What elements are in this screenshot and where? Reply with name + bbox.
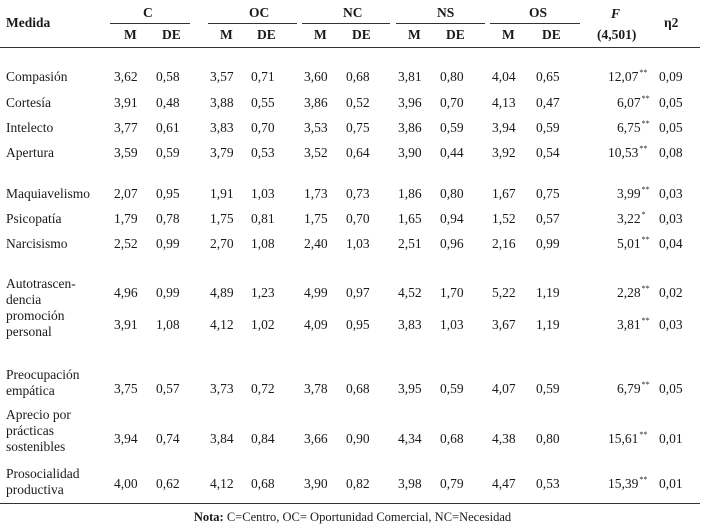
cell-sd: 1,02	[251, 317, 275, 332]
cell-sd: 0,59	[536, 120, 560, 135]
row-label: dencia	[6, 292, 42, 307]
cell-sd: 1,08	[251, 236, 275, 251]
cell-sd: 1,03	[346, 236, 370, 251]
cell-mean: 3,84	[210, 431, 234, 446]
cell-mean: 3,73	[210, 381, 234, 396]
cell-mean: 4,13	[492, 95, 516, 110]
cell-mean: 3,77	[114, 120, 138, 135]
cell-mean: 3,78	[304, 381, 328, 396]
cell-f	[617, 95, 650, 111]
cell-sd: 0,52	[346, 95, 370, 110]
row-label: Apertura	[6, 145, 54, 160]
group-underline	[396, 23, 485, 24]
significance-marker: **	[641, 283, 650, 293]
cell-mean: 3,88	[210, 95, 234, 110]
significance-marker: **	[641, 379, 650, 389]
cell-mean: 3,52	[304, 145, 328, 160]
cell-mean: 1,91	[210, 186, 234, 201]
cell-sd: 1,03	[251, 186, 275, 201]
cell-f	[617, 285, 650, 301]
cell-mean: 1,86	[398, 186, 422, 201]
row-label: Compasión	[6, 69, 68, 84]
cell-sd: 1,08	[156, 317, 180, 332]
cell-mean: 3,94	[114, 431, 138, 446]
group-header-nc: NC	[343, 5, 363, 20]
cell-eta: 0,03	[659, 186, 683, 201]
row-label: sostenibles	[6, 439, 66, 454]
significance-marker: **	[639, 474, 648, 484]
cell-mean: 2,70	[210, 236, 234, 251]
cell-mean: 3,79	[210, 145, 234, 160]
cell-mean: 3,96	[398, 95, 422, 110]
cell-sd: 0,68	[346, 69, 370, 84]
significance-marker: **	[641, 184, 650, 194]
cell-sd: 0,79	[440, 476, 464, 491]
cell-sd: 0,68	[251, 476, 275, 491]
cell-sd: 0,75	[536, 186, 560, 201]
cell-mean: 1,75	[210, 211, 234, 226]
cell-eta: 0,04	[659, 236, 683, 251]
note-label: Nota:	[193, 510, 224, 524]
cell-sd: 0,64	[346, 145, 370, 160]
cell-sd: 1,23	[251, 285, 275, 300]
cell-mean: 4,12	[210, 476, 234, 491]
f-value: 5,01	[617, 236, 641, 251]
f-value: 3,22	[617, 211, 641, 226]
cell-eta: 0,01	[659, 431, 683, 446]
cell-sd: 0,95	[346, 317, 370, 332]
significance-marker: *	[641, 209, 646, 219]
cell-mean: 4,34	[398, 431, 422, 446]
cell-eta: 0,01	[659, 476, 683, 491]
cell-sd: 1,70	[440, 285, 464, 300]
subheader-m: M	[314, 27, 327, 42]
cell-sd: 0,80	[440, 186, 464, 201]
f-value: 6,75	[617, 120, 641, 135]
group-underline	[302, 23, 390, 24]
cell-mean: 3,57	[210, 69, 234, 84]
f-value: 2,28	[617, 285, 641, 300]
cell-mean: 4,47	[492, 476, 516, 491]
cell-mean: 3,83	[210, 120, 234, 135]
group-header-c: C	[143, 5, 153, 20]
cell-sd: 0,59	[156, 145, 180, 160]
cell-sd: 1,19	[536, 317, 560, 332]
significance-marker: **	[639, 67, 648, 77]
cell-mean: 3,91	[114, 317, 138, 332]
cell-mean: 2,07	[114, 186, 138, 201]
table-bottom-rule	[0, 503, 700, 504]
cell-sd: 0,95	[156, 186, 180, 201]
cell-mean: 3,62	[114, 69, 138, 84]
cell-sd: 1,03	[440, 317, 464, 332]
cell-sd: 1,19	[536, 285, 560, 300]
subheader-de: DE	[162, 27, 181, 42]
cell-mean: 4,09	[304, 317, 328, 332]
cell-sd: 0,81	[251, 211, 275, 226]
row-label: Maquiavelismo	[6, 186, 90, 201]
f-value: 3,99	[617, 186, 641, 201]
cell-sd: 0,70	[440, 95, 464, 110]
cell-mean: 1,67	[492, 186, 516, 201]
cell-mean: 2,16	[492, 236, 516, 251]
cell-sd: 0,70	[346, 211, 370, 226]
cell-f	[608, 145, 647, 161]
cell-sd: 0,53	[536, 476, 560, 491]
subheader-de: DE	[257, 27, 276, 42]
subheader-m: M	[124, 27, 137, 42]
cell-mean: 3,98	[398, 476, 422, 491]
cell-eta: 0,03	[659, 211, 683, 226]
cell-eta: 0,05	[659, 381, 683, 396]
cell-sd: 0,72	[251, 381, 275, 396]
significance-marker: **	[641, 234, 650, 244]
cell-mean: 1,65	[398, 211, 422, 226]
cell-mean: 3,66	[304, 431, 328, 446]
cell-sd: 0,62	[156, 476, 180, 491]
header-df: (4,501)	[597, 27, 637, 42]
cell-mean: 3,92	[492, 145, 516, 160]
cell-sd: 0,82	[346, 476, 370, 491]
row-label: personal	[6, 324, 52, 339]
cell-sd: 0,99	[156, 236, 180, 251]
group-header-oc: OC	[249, 5, 270, 20]
group-underline	[208, 23, 297, 24]
subheader-de: DE	[446, 27, 465, 42]
cell-mean: 4,89	[210, 285, 234, 300]
cell-mean: 4,07	[492, 381, 516, 396]
f-value: 6,07	[617, 95, 641, 110]
cell-sd: 0,68	[346, 381, 370, 396]
cell-mean: 3,81	[398, 69, 422, 84]
row-label: prácticas	[6, 423, 54, 438]
cell-f	[617, 317, 650, 333]
cell-sd: 0,57	[536, 211, 560, 226]
cell-f	[617, 186, 650, 202]
cell-mean: 2,51	[398, 236, 422, 251]
cell-mean: 3,90	[398, 145, 422, 160]
row-label: Prosocialidad	[6, 466, 80, 481]
cell-sd: 0,84	[251, 431, 275, 446]
cell-mean: 1,79	[114, 211, 138, 226]
subheader-de: DE	[352, 27, 371, 42]
cell-mean: 3,59	[114, 145, 138, 160]
cell-f	[617, 211, 646, 227]
cell-sd: 0,58	[156, 69, 180, 84]
table-note	[0, 509, 705, 525]
significance-marker: **	[639, 429, 648, 439]
f-value: 6,79	[617, 381, 641, 396]
cell-eta: 0,03	[659, 317, 683, 332]
f-value: 12,07	[608, 69, 639, 84]
cell-mean: 2,52	[114, 236, 138, 251]
cell-eta: 0,08	[659, 145, 683, 160]
subheader-m: M	[408, 27, 421, 42]
cell-sd: 0,59	[440, 120, 464, 135]
subheader-de: DE	[542, 27, 561, 42]
row-label: Aprecio por	[6, 407, 71, 422]
significance-marker: **	[641, 118, 650, 128]
cell-eta: 0,02	[659, 285, 683, 300]
group-header-os: OS	[529, 5, 548, 20]
header-bottom-rule	[0, 47, 700, 48]
note-text: C=Centro, OC= Oportunidad Comercial, NC=Necesidad	[223, 510, 512, 524]
significance-marker: **	[639, 143, 648, 153]
cell-sd: 0,74	[156, 431, 180, 446]
cell-f	[617, 236, 650, 252]
cell-sd: 0,99	[156, 285, 180, 300]
cell-mean: 4,99	[304, 285, 328, 300]
cell-mean: 3,94	[492, 120, 516, 135]
significance-marker: **	[641, 315, 650, 325]
cell-mean: 3,67	[492, 317, 516, 332]
cell-eta: 0,05	[659, 120, 683, 135]
cell-sd: 0,54	[536, 145, 560, 160]
cell-sd: 0,71	[251, 69, 275, 84]
cell-sd: 0,78	[156, 211, 180, 226]
cell-mean: 5,22	[492, 285, 516, 300]
cell-sd: 0,55	[251, 95, 275, 110]
cell-mean: 4,04	[492, 69, 516, 84]
row-label: Narcisismo	[6, 236, 68, 251]
cell-sd: 0,75	[346, 120, 370, 135]
group-underline	[490, 23, 580, 24]
significance-marker: **	[641, 93, 650, 103]
row-label: empática	[6, 383, 55, 398]
subheader-m: M	[220, 27, 233, 42]
cell-sd: 0,97	[346, 285, 370, 300]
row-label: promoción	[6, 308, 65, 323]
cell-sd: 0,73	[346, 186, 370, 201]
cell-eta: 0,05	[659, 95, 683, 110]
cell-sd: 0,70	[251, 120, 275, 135]
header-f: F	[611, 6, 621, 21]
cell-f	[608, 69, 647, 85]
group-header-ns: NS	[437, 5, 455, 20]
cell-sd: 0,94	[440, 211, 464, 226]
cell-mean: 1,52	[492, 211, 516, 226]
cell-mean: 1,73	[304, 186, 328, 201]
cell-mean: 3,53	[304, 120, 328, 135]
f-value: 15,39	[608, 476, 639, 491]
f-value: 15,61	[608, 431, 639, 446]
cell-mean: 4,38	[492, 431, 516, 446]
cell-mean: 3,75	[114, 381, 138, 396]
row-label: Autotrascen-	[6, 276, 76, 291]
cell-mean: 4,52	[398, 285, 422, 300]
cell-mean: 3,86	[304, 95, 328, 110]
f-value: 10,53	[608, 145, 639, 160]
cell-sd: 0,68	[440, 431, 464, 446]
cell-mean: 2,40	[304, 236, 328, 251]
cell-sd: 0,96	[440, 236, 464, 251]
cell-sd: 0,48	[156, 95, 180, 110]
cell-f	[608, 431, 647, 447]
cell-mean: 3,86	[398, 120, 422, 135]
cell-sd: 0,99	[536, 236, 560, 251]
cell-f	[617, 381, 650, 397]
cell-mean: 3,83	[398, 317, 422, 332]
header-medida: Medida	[6, 15, 51, 30]
cell-sd: 0,44	[440, 145, 464, 160]
row-label: productiva	[6, 482, 64, 497]
cell-sd: 0,57	[156, 381, 180, 396]
cell-mean: 1,75	[304, 211, 328, 226]
cell-sd: 0,53	[251, 145, 275, 160]
subheader-m: M	[502, 27, 515, 42]
cell-sd: 0,61	[156, 120, 180, 135]
cell-eta: 0,09	[659, 69, 683, 84]
header-eta: η2	[664, 15, 679, 30]
row-label: Intelecto	[6, 120, 54, 135]
cell-sd: 0,65	[536, 69, 560, 84]
cell-sd: 0,80	[536, 431, 560, 446]
cell-sd: 0,47	[536, 95, 560, 110]
cell-mean: 3,60	[304, 69, 328, 84]
row-label: Cortesía	[6, 95, 51, 110]
cell-mean: 4,96	[114, 285, 138, 300]
cell-sd: 0,59	[440, 381, 464, 396]
cell-mean: 4,00	[114, 476, 138, 491]
group-underline	[110, 23, 190, 24]
cell-f	[608, 476, 647, 492]
cell-mean: 4,12	[210, 317, 234, 332]
cell-mean: 3,90	[304, 476, 328, 491]
cell-sd: 0,59	[536, 381, 560, 396]
cell-sd: 0,80	[440, 69, 464, 84]
cell-sd: 0,90	[346, 431, 370, 446]
cell-mean: 3,95	[398, 381, 422, 396]
cell-mean: 3,91	[114, 95, 138, 110]
f-value: 3,81	[617, 317, 641, 332]
cell-f	[617, 120, 650, 136]
row-label: Psicopatía	[6, 211, 62, 226]
row-label: Preocupación	[6, 367, 80, 382]
